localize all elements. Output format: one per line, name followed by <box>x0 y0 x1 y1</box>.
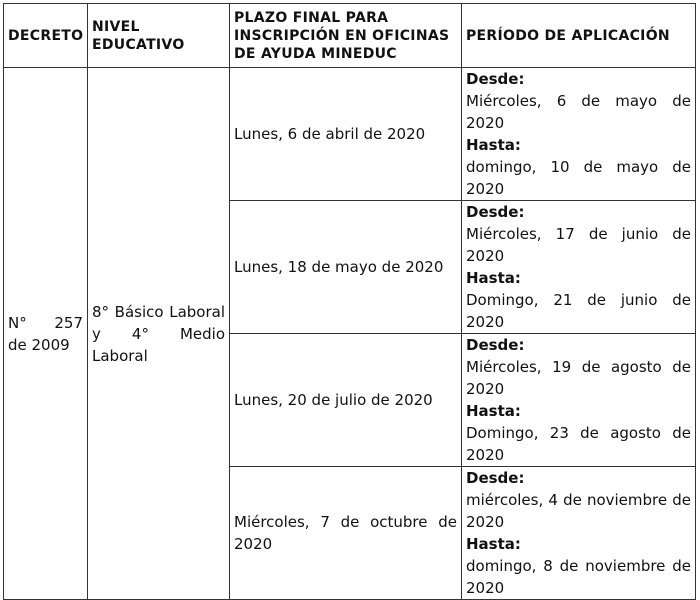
plazo-cell: Lunes, 18 de mayo de 2020 <box>230 201 462 334</box>
desde-label: Desde: <box>466 70 525 88</box>
plazo-cell: Lunes, 20 de julio de 2020 <box>230 334 462 467</box>
plazo-cell: Lunes, 6 de abril de 2020 <box>230 68 462 201</box>
hasta-date: Domingo, 23 de agosto de 2020 <box>466 424 691 464</box>
hasta-label: Hasta: <box>466 535 521 553</box>
hasta-label: Hasta: <box>466 136 521 154</box>
desde-date: miércoles, 4 de noviembre de 2020 <box>466 491 691 531</box>
table-row <box>4 68 696 201</box>
desde-date: Miércoles, 17 de junio de 2020 <box>466 225 691 265</box>
desde-date: Miércoles, 19 de agosto de 2020 <box>466 358 691 398</box>
hasta-label: Hasta: <box>466 269 521 287</box>
periodo-cell <box>462 201 696 334</box>
hasta-label: Hasta: <box>466 402 521 420</box>
desde-label: Desde: <box>466 336 525 354</box>
hasta-date: domingo, 10 de mayo de 2020 <box>466 158 691 198</box>
periodo-cell <box>462 68 696 201</box>
header-decreto: DECRETO <box>4 4 88 68</box>
decree-schedule-table <box>3 3 696 600</box>
periodo-cell <box>462 334 696 467</box>
desde-label: Desde: <box>466 203 525 221</box>
hasta-date: domingo, 8 de noviembre de 2020 <box>466 557 691 597</box>
table-header-row <box>4 4 696 68</box>
hasta-date: Domingo, 21 de junio de 2020 <box>466 291 691 331</box>
header-nivel-educativo: NIVEL EDUCATIVO <box>88 4 230 68</box>
periodo-cell <box>462 467 696 600</box>
desde-date: Miércoles, 6 de mayo de 2020 <box>466 92 691 132</box>
nivel-educativo-cell: 8° Básico Laboral y 4° Medio Laboral <box>88 68 230 600</box>
plazo-cell: Miércoles, 7 de octubre de 2020 <box>230 467 462 600</box>
header-periodo-aplicacion: PERÍODO DE APLICACIÓN <box>462 4 696 68</box>
decreto-cell: N° 257 de 2009 <box>4 68 88 600</box>
header-plazo-final: PLAZO FINAL PARA INSCRIPCIÓN EN OFICINAS DE AYUDA MINEDUC <box>230 4 462 68</box>
desde-label: Desde: <box>466 469 525 487</box>
